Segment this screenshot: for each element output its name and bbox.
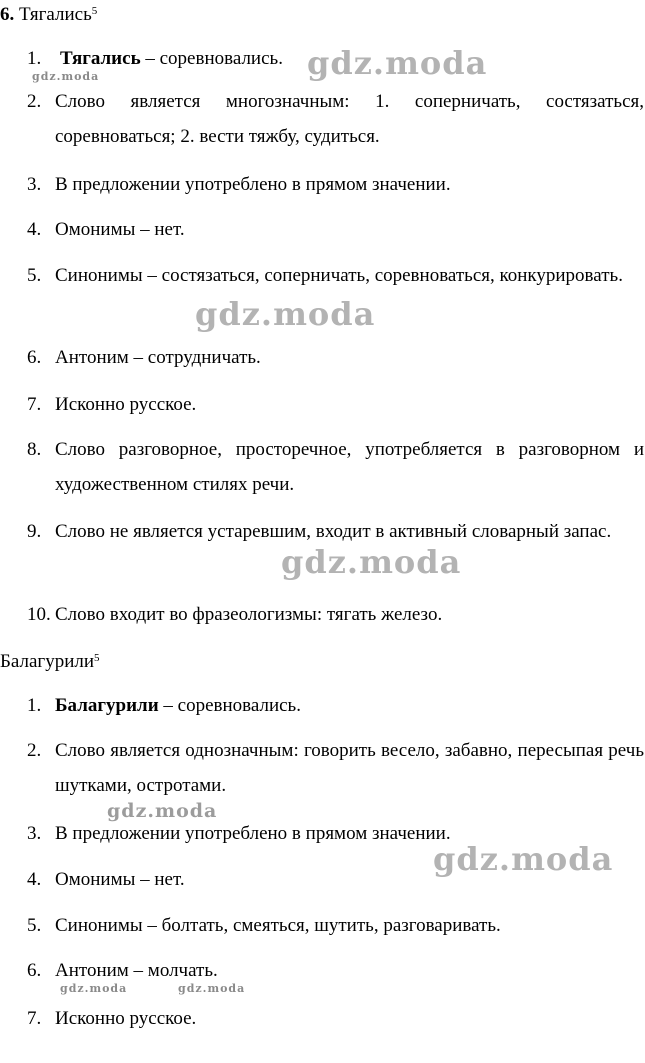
item-text: Слово не является устаревшим, входит в активный словарный запас. xyxy=(55,521,612,542)
section2-title: Балагурили xyxy=(0,651,95,672)
list-item xyxy=(27,258,644,293)
list-item xyxy=(27,908,644,943)
list-item xyxy=(27,514,644,549)
item-text: Синонимы – болтать, смеяться, шутить, разговаривать. xyxy=(55,915,501,936)
watermark-logo: gdz.moda xyxy=(433,840,614,878)
item-text: Антоним – сотрудничать. xyxy=(55,347,261,368)
list-item xyxy=(27,953,644,988)
item-number: 4. xyxy=(27,869,42,890)
item-number: 7. xyxy=(27,1008,42,1029)
list-item xyxy=(27,688,644,723)
item-number: 7. xyxy=(27,394,42,415)
item-number: 3. xyxy=(27,823,42,844)
list-item xyxy=(27,432,644,502)
watermark-logo: gdz.moda xyxy=(178,982,246,995)
item-text: Синонимы – состязаться, соперничать, соревноваться, конкурировать. xyxy=(55,265,623,286)
watermark-logo: gdz.moda xyxy=(60,982,128,995)
list-item xyxy=(27,212,644,247)
list-item xyxy=(27,1001,644,1036)
item-number: 4. xyxy=(27,219,42,240)
list-item xyxy=(27,862,644,897)
watermark-logo: gdz.moda xyxy=(307,44,488,82)
item-text: Исконно русское. xyxy=(55,394,197,415)
section2-footnote: 5 xyxy=(94,652,100,664)
watermark-logo: gdz.moda xyxy=(32,70,100,83)
item-number: 6. xyxy=(27,960,42,981)
item-text: Антоним – молчать. xyxy=(55,960,218,981)
item-number: 5. xyxy=(27,265,42,286)
item-text: Омонимы – нет. xyxy=(55,869,185,890)
term-bold: Тягались xyxy=(60,48,141,69)
list-item xyxy=(27,387,644,422)
watermark-logo: gdz.moda xyxy=(107,800,218,822)
section1-footnote: 5 xyxy=(91,5,98,17)
item-text: Омонимы – нет. xyxy=(55,219,185,240)
item-text: В предложении употреблено в прямом значении. xyxy=(55,823,451,844)
item-text xyxy=(55,688,644,723)
watermark-logo: gdz.moda xyxy=(281,543,462,581)
item-text: Исконно русское. xyxy=(55,1008,197,1029)
list-item xyxy=(27,340,644,375)
item-definition: – соревновались. xyxy=(158,695,301,716)
item-number: 1. xyxy=(27,695,42,716)
item-text: Слово разговорное, просторечное, употребляется в разговорном и художественном стилях речи. xyxy=(55,439,644,495)
item-number: 2. xyxy=(27,740,42,761)
section1-title: Тягались xyxy=(19,4,92,25)
term-bold: Балагурили xyxy=(55,695,159,716)
item-number: 9. xyxy=(27,521,42,542)
section1-heading xyxy=(0,3,97,27)
item-text: Слово является однозначным: говорить весело, забавно, пересыпая речь шутками, остротами. xyxy=(55,740,644,796)
item-number: 10. xyxy=(27,604,51,625)
item-number: 2. xyxy=(27,91,42,112)
list-item xyxy=(27,41,644,76)
item-number: 3. xyxy=(27,174,42,195)
item-number: 8. xyxy=(27,439,42,460)
list-item xyxy=(27,597,644,632)
item-text: В предложении употреблено в прямом значении. xyxy=(55,174,451,195)
section1-number: 6. xyxy=(0,4,15,25)
list-item xyxy=(27,167,644,202)
list-item xyxy=(27,733,644,803)
item-number: 1. xyxy=(27,48,42,69)
list-item xyxy=(27,84,644,154)
item-text: Слово входит во фразеологизмы: тягать железо. xyxy=(55,604,443,625)
watermark-logo: gdz.moda xyxy=(195,295,376,333)
item-definition: – соревновались. xyxy=(140,48,283,69)
section2-heading xyxy=(0,650,100,674)
item-text: Слово является многозначным: 1. соперничать, состязаться, соревноваться; 2. вести тяжбу, судиться. xyxy=(55,91,644,147)
item-number: 5. xyxy=(27,915,42,936)
list-item xyxy=(27,816,644,851)
item-text xyxy=(60,41,644,76)
item-number: 6. xyxy=(27,347,42,368)
